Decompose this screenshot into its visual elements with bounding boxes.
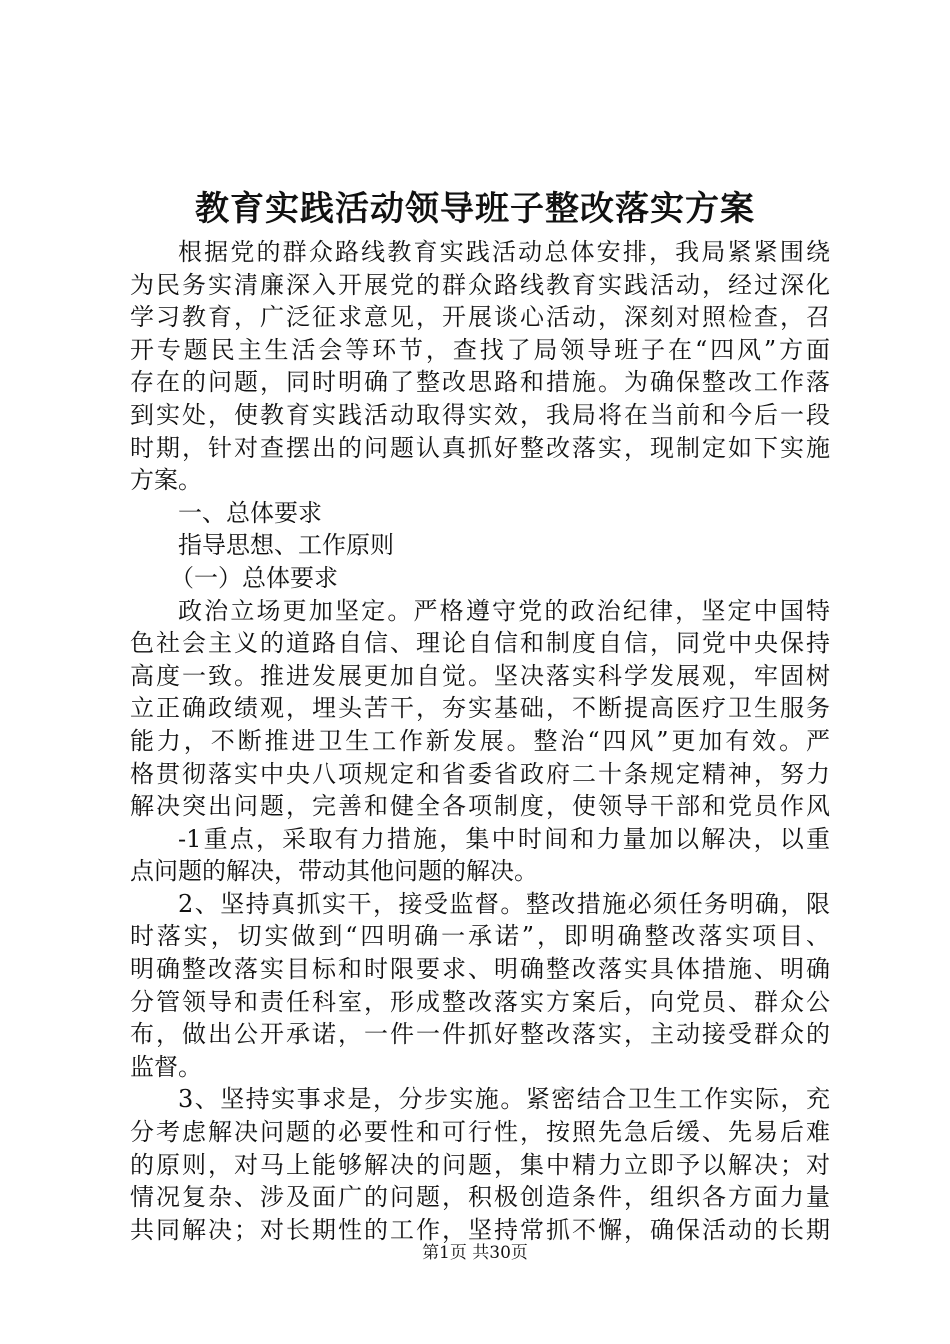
body-line: 时落实，切实做到“四明确一承诺”，即明确整改落实项目、: [130, 922, 830, 951]
section-heading: 一、总体要求: [178, 498, 322, 527]
body-line: 到实处，使教育实践活动取得实效，我局将在当前和今后一段: [130, 400, 830, 429]
body-line: 解决突出问题，完善和健全各项制度，使领导干部和党员作风: [130, 792, 830, 821]
body-line: 色社会主义的道路自信、理论自信和制度自信，同党中央保持: [130, 629, 830, 658]
page-footer: 第1页 共30页: [422, 1243, 528, 1263]
body-line: 政治立场更加坚定。严格遵守党的政治纪律，坚定中国特: [178, 596, 830, 625]
body-line: 分管领导和责任科室，形成整改落实方案后，向党员、群众公: [130, 987, 830, 1016]
body-line: 分考虑解决问题的必要性和可行性，按照先急后缓、先易后难: [130, 1118, 830, 1147]
section-subheading: （一）总体要求: [170, 563, 338, 592]
document-title: 教育实践活动领导班子整改落实方案: [195, 189, 755, 229]
body-line: 立正确政绩观，埋头苦干，夯实基础，不断提高医疗卫生服务: [130, 694, 830, 723]
body-line: 的原则，对马上能够解决的问题，集中精力立即予以解决；对: [130, 1150, 830, 1179]
body-line: 高度一致。推进发展更加自觉。坚决落实科学发展观，牢固树: [130, 661, 830, 690]
body-line: 时期，针对查摆出的问题认真抓好整改落实，现制定如下实施: [130, 433, 830, 462]
body-line: 存在的问题，同时明确了整改思路和措施。为确保整改工作落: [130, 368, 830, 397]
body-line: 能力，不断推进卫生工作新发展。整治“四风”更加有效。严: [130, 726, 830, 755]
body-line: 学习教育，广泛征求意见，开展谈心活动，深刻对照检查，召: [130, 303, 830, 332]
body-line: 2、坚持真抓实干，接受监督。整改措施必须任务明确，限: [178, 889, 830, 918]
document-body: [130, 236, 830, 1246]
body-line: 点问题的解决，带动其他问题的解决。: [130, 857, 538, 886]
body-line: 情况复杂、涉及面广的问题，积极创造条件，组织各方面力量: [130, 1183, 830, 1212]
body-line: 共同解决；对长期性的工作，坚持常抓不懈，确保活动的长期: [130, 1215, 830, 1244]
body-line: -1重点，采取有力措施，集中时间和力量加以解决，以重: [178, 824, 830, 853]
body-line: 根据党的群众路线教育实践活动总体安排，我局紧紧围绕: [178, 238, 830, 266]
body-line: 开专题民主生活会等环节，查找了局领导班子在“四风”方面: [130, 335, 830, 364]
body-line: 方案。: [130, 466, 202, 495]
section-subheading: 指导思想、工作原则: [178, 531, 394, 560]
body-line: 布，做出公开承诺，一件一件抓好整改落实，主动接受群众的: [130, 1020, 830, 1049]
body-line: 监督。: [130, 1052, 202, 1081]
body-line: 3、坚持实事求是，分步实施。紧密结合卫生工作实际，充: [178, 1085, 830, 1114]
body-line: 明确整改落实目标和时限要求、明确整改落实具体措施、明确: [130, 955, 830, 984]
body-line: 为民务实清廉深入开展党的群众路线教育实践活动，经过深化: [130, 270, 830, 299]
body-line: 格贯彻落实中央八项规定和省委省政府二十条规定精神，努力: [130, 759, 830, 788]
